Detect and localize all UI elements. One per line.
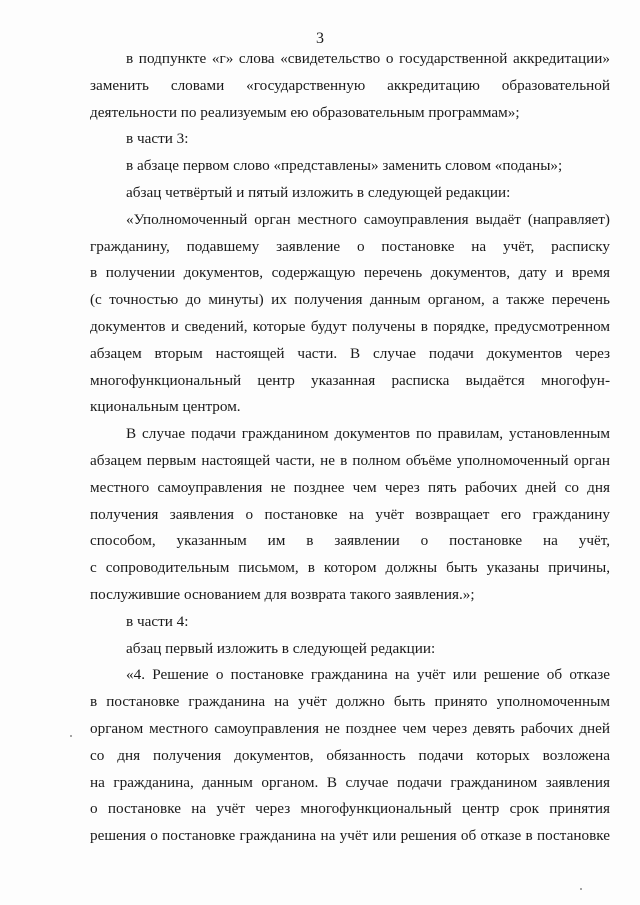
text-line: абзац четвёртый и пятый изложить в следующей редакции: xyxy=(126,183,511,201)
text-line: (с точностью до минуты) их получения данным органом, а также перечень xyxy=(90,291,610,309)
text-line: абзацем первым настоящей части, не в полном объёме уполномоченный орган xyxy=(90,451,610,469)
scan-speck xyxy=(580,888,582,890)
text-line: деятельности по реализуемым ею образовательным программам»; xyxy=(90,103,520,121)
text-line: абзацем вторым настоящей части. В случае подачи документов через xyxy=(90,344,610,362)
text-line: «Уполномоченный орган местного самоуправления выдаёт (направляет) xyxy=(126,210,610,228)
text-line: в части 4: xyxy=(126,612,189,630)
text-line: заменить словами «государственную аккредитацию образовательной xyxy=(90,76,610,94)
text-line: В случае подачи гражданином документов по правилам, установленным xyxy=(126,425,610,443)
text-line: в подпункте «г» слова «свидетельство о государственной аккредитации» xyxy=(126,50,610,67)
text-line: решения о постановке гражданина на учёт или решения об отказе в постановке xyxy=(90,827,610,845)
text-line: органом местного самоуправления не позднее чем через девять рабочих дней xyxy=(90,719,610,737)
text-line: в получении документов, содержащую перечень документов, дату и время xyxy=(90,264,610,282)
text-line: гражданину, подавшему заявление о постановке на учёт, расписку xyxy=(90,237,610,255)
page-number: 3 xyxy=(316,30,324,47)
text-line: в абзаце первом слово «представлены» заменить словом «поданы»; xyxy=(126,157,563,175)
text-line: в части 3: xyxy=(126,130,189,148)
text-line: документов и сведений, которые будут получены в порядке, предусмотренном xyxy=(90,317,610,335)
scan-speck xyxy=(70,735,72,737)
text-line: местного самоуправления не позднее чем через пять рабочих дней со дня xyxy=(90,478,610,496)
text-line: на гражданина, данным органом. В случае подачи гражданином заявления xyxy=(90,773,610,791)
text-line: послужившие основанием для возврата такого заявления.»; xyxy=(90,585,475,603)
text-line: кциональным центром. xyxy=(90,398,241,416)
text-line: со дня получения документов, обязанность подачи которых возложена xyxy=(90,746,610,764)
text-line: получения заявления о постановке на учёт возвращает его гражданину xyxy=(90,505,610,523)
text-line: «4. Решение о постановке гражданина на учёт или решение об отказе xyxy=(126,666,610,684)
text-line: способом, указанным им в заявлении о постановке на учёт, xyxy=(90,532,610,550)
document-body xyxy=(90,46,610,850)
text-line: многофункциональный центр указанная расписка выдаётся многофун- xyxy=(90,371,610,389)
text-line: в постановке гражданина на учёт должно быть принято уполномоченным xyxy=(90,693,610,711)
text-line: о постановке на учёт через многофункциональный центр срок принятия xyxy=(90,800,610,818)
text-line: с сопроводительным письмом, в котором должны быть указаны причины, xyxy=(90,559,610,577)
text-line: абзац первый изложить в следующей редакции: xyxy=(126,639,436,657)
